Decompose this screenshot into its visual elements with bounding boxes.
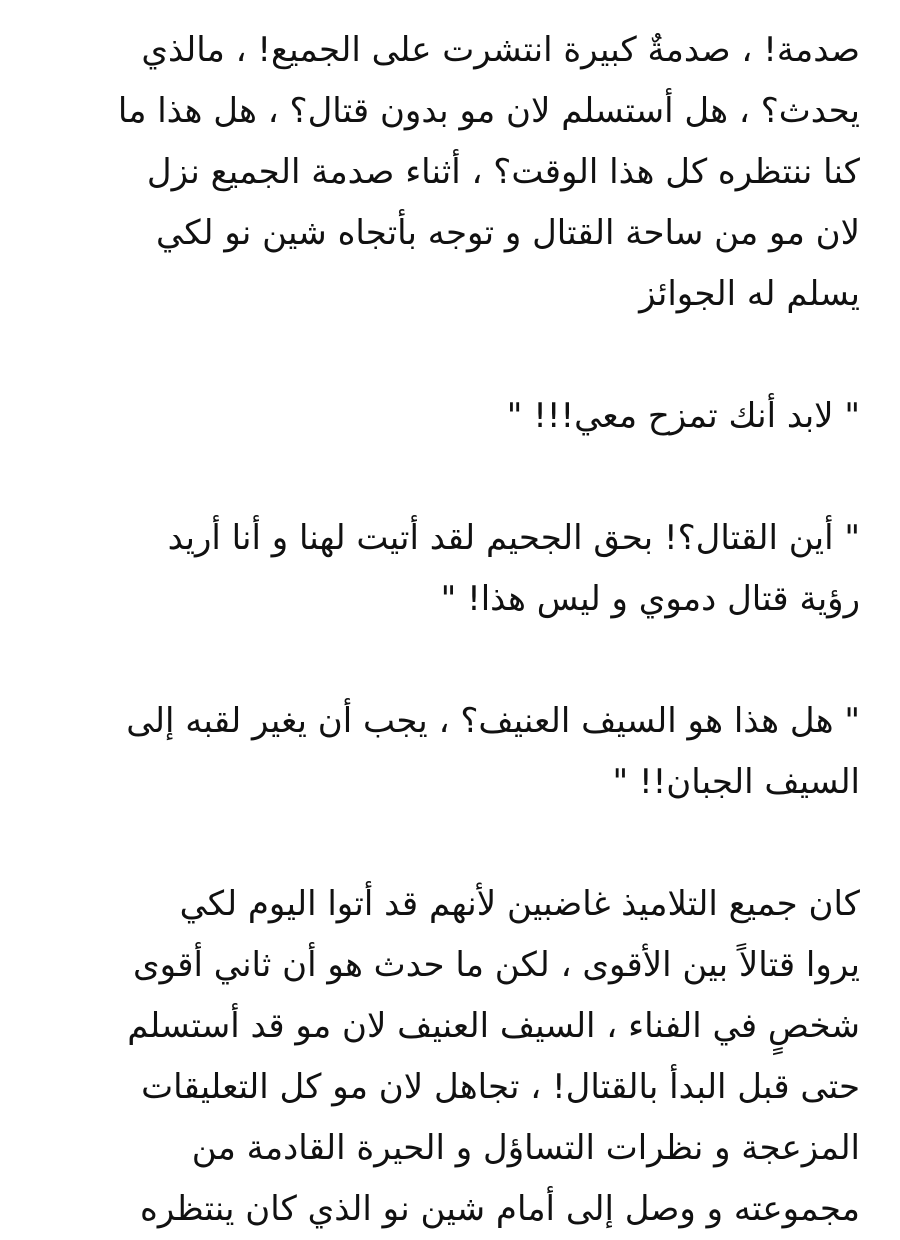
text-line: لان مو من ساحة القتال و توجه بأتجاه شين نو لكي [156, 213, 860, 253]
text-line: " لابد أنك تمزح معي!!! " [506, 396, 860, 436]
paragraph-spacer [60, 630, 860, 691]
paragraph-3 [60, 508, 860, 630]
text-line: يحدث؟ ، هل أستسلم لان مو بدون قتال؟ ، هل هذا ما [117, 91, 860, 131]
paragraph-spacer [60, 813, 860, 874]
text-line: كان جميع التلاميذ غاضبين لأنهم قد أتوا اليوم لكي [179, 884, 860, 924]
text-line: " هل هذا هو السيف العنيف؟ ، يجب أن يغير لقبه إلى [126, 701, 860, 741]
paragraph-spacer [60, 447, 860, 508]
paragraph-2 [60, 386, 860, 447]
text-line: شخصٍ في الفناء ، السيف العنيف لان مو قد أستسلم [127, 1006, 860, 1046]
text-line: صدمة! ، صدمةٌ كبيرة انتشرت على الجميع! ، مالذي [141, 30, 860, 70]
paragraph-spacer [60, 325, 860, 386]
text-line: " أين القتال؟! بحق الجحيم لقد أتيت لهنا و أنا أريد [167, 518, 860, 558]
text-line: يروا قتالاً بين الأقوى ، لكن ما حدث هو أن ثاني أقوى [133, 945, 860, 985]
text-line: يسلم له الجوائز [639, 274, 860, 314]
paragraph-5 [60, 874, 860, 1240]
text-line: حتى قبل البدأ بالقتال! ، تجاهل لان مو كل التعليقات [141, 1067, 860, 1107]
text-line: رؤية قتال دموي و ليس هذا! " [440, 579, 860, 619]
text-line: السيف الجبان!! " [612, 762, 860, 802]
paragraph-1 [60, 20, 860, 325]
text-line: كنا ننتظره كل هذا الوقت؟ ، أثناء صدمة الجميع نزل [146, 152, 860, 192]
text-line: مجموعته و وصل إلى أمام شين نو الذي كان ينتظره [140, 1189, 860, 1229]
text-line: المزعجة و نظرات التساؤل و الحيرة القادمة من [191, 1128, 860, 1168]
document-page [60, 20, 860, 1240]
paragraph-4 [60, 691, 860, 813]
